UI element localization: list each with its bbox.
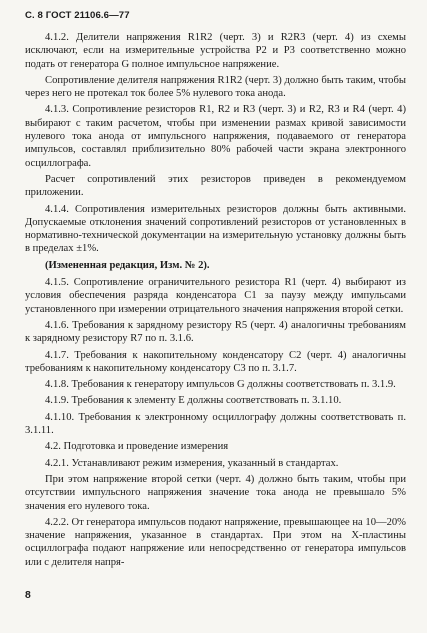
paragraph-calculation-note: Расчет сопротивлений этих резисторов приведен в рекомендуемом приложении. [25, 173, 406, 199]
paragraph-4-1-9: 4.1.9. Требования к элементу E должны соответствовать п. 3.1.10. [45, 395, 342, 407]
paragraph-4-1-7: 4.1.7. Требования к накопительному конденсатору C2 (черт. 4) аналогичны требованиям к накопительному конденсатору C3 по п. 3.1.7. [25, 349, 406, 374]
paragraph-4-1-6: 4.1.6. Требования к зарядному резистору R5 (черт. 4) аналогичны требованиям к зарядному резистору R7 по п. 3.1.6. [25, 319, 406, 345]
paragraph-4-1-3: 4.1.3. Сопротивление резисторов R1, R2 и R3 (черт. 3) и R2, R3 и R4 (черт. 4) выбирают с таким расчетом, чтобы при изменении размах кривой зависимости нулевого тока анода от импульсного напряжения, подаваемого от генератора импульсов, составлял приблизительно 80% рабочей части экрана электронного осциллографа. [25, 104, 406, 169]
paragraph-4-2-1: 4.2.1. Устанавливают режим измерения, указанный в стандартах. [45, 457, 339, 469]
paragraph-4-1-5: 4.1.5. Сопротивление ограничительного резистора R1 (черт. 4) выбирают из условия обеспечения разряда конденсатора C1 за паузу между импульсами установленного при измерении отрицательного значения напряжения второй сетки. [25, 277, 406, 315]
paragraph-4-1-2: 4.1.2. Делители напряжения R1R2 (черт. 3) и R2R3 (черт. 4) из схемы исключают, если на измерительные устройства P2 и P3 соответственно можно подать от генератора G полное импульсное напряжение. [25, 32, 406, 70]
document-body [25, 31, 406, 569]
paragraph-4-1-10: 4.1.10. Требования к электронному осциллографу должны соответствовать п. 3.1.11. [25, 411, 406, 437]
section-heading-4-2: 4.2. Подготовка и проведение измерения [45, 441, 229, 453]
paragraph-4-1-4: 4.1.4. Сопротивления измерительных резисторов должны быть активными. Допускаемые отклонения значений сопротивлений резисторов от установленных в нормативно-технической документации на измерительную установку должны быть в пределах ±1%. [25, 203, 406, 255]
paragraph-4-1-8: 4.1.8. Требования к генератору импульсов G должны соответствовать п. 3.1.9. [45, 379, 396, 391]
page-number: 8 [25, 590, 31, 601]
page-header: С. 8 ГОСТ 21106.6—77 [25, 10, 130, 21]
paragraph-4-2-2: 4.2.2. От генератора импульсов подают напряжение, превышающее на 10—20% значение напряжения, указанное в стандартах. При этом на X-пластины осциллографа подают напряжение или непосредственно от генератора импульсов или с делителя напря- [25, 516, 406, 568]
paragraph-divider-resistance: Сопротивление делителя напряжения R1R2 (черт. 3) должно быть таким, чтобы через него не протекал ток более 5% нулевого тока анода. [25, 74, 406, 100]
paragraph-grid-voltage: При этом напряжение второй сетки (черт. 4) должно быть таким, чтобы при отсутствии импульсного напряжения значение тока анода не превышало 5% значения его нулевого тока. [25, 473, 406, 512]
amendment-note: (Измененная редакция, Изм. № 2). [45, 259, 210, 271]
